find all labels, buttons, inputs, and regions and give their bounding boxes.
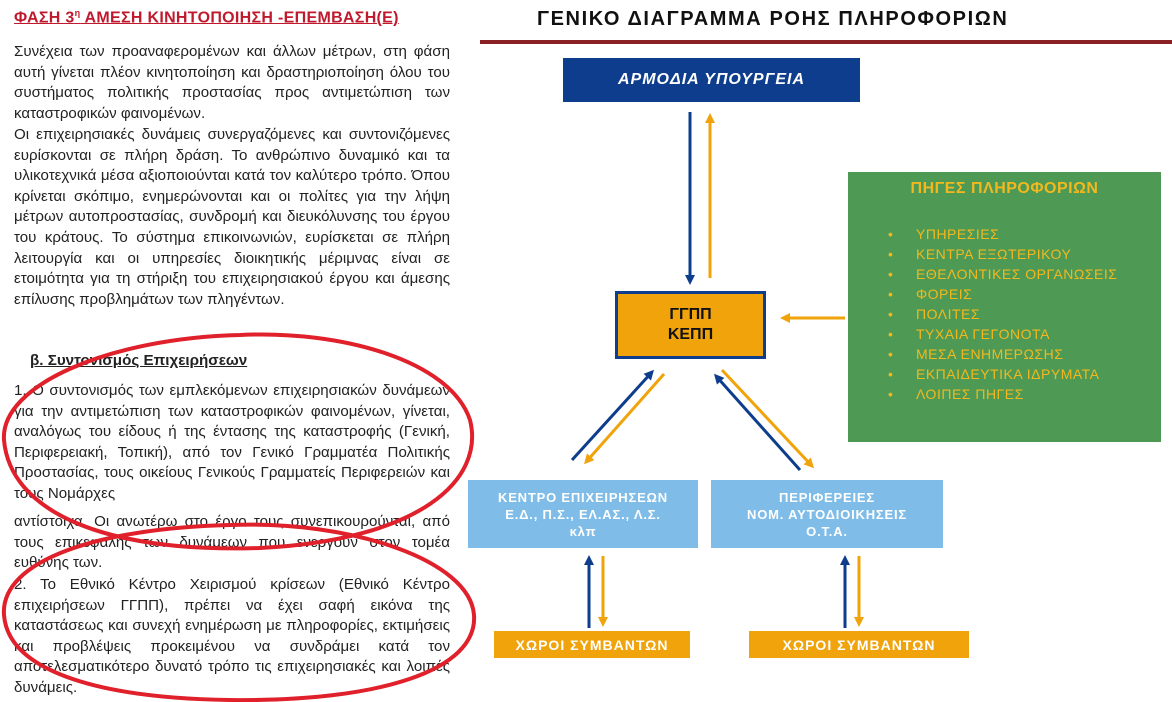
sources-list-item [888,364,1117,384]
node-site1-label: ΧΩΡΟΙ ΣΥΜΒΑΝΤΩΝ [515,636,669,653]
node-ops-line2: Ε.Δ., Π.Σ., ΕΛ.ΑΣ., Λ.Σ. [505,506,661,522]
sources-list-item [888,224,1117,244]
paragraph-intro: Συνέχεια των προαναφερομένων και άλλων μέτρων, στη φάση αυτή γίνεται πλέον κινητοποίηση και δραστηριοποίηση όλου του συστήματος πολιτικής προστασίας προς αντιμετώπιση των καταστροφικών φαινομένων. [14,43,450,122]
sources-list-item [888,344,1117,364]
node-ops-line3: κλπ [569,523,597,539]
sources-list-item [888,304,1117,324]
sources-list-item [888,284,1117,304]
node-incident-sites-1 [494,631,690,658]
sources-title: ΠΗΓΕΣ ΠΛΗΡΟΦΟΡΙΩΝ [910,180,1099,197]
node-ops-line1: ΚΕΝΤΡΟ ΕΠΙΧΕΙΡΗΣΕΩΝ [498,489,668,505]
node-ministries [563,58,860,102]
sources-list [888,224,1117,404]
bullet-icon: • [888,366,894,382]
node-regions [711,480,943,548]
sources-list-item-label: ΛΟΙΠΕΣ ΠΗΓΕΣ [916,386,1024,402]
sources-list-item-label: ΤΥΧΑΙΑ ΓΕΓΟΝΟΤΑ [916,326,1050,342]
node-ministries-label: ΑΡΜΟΔΙΑ ΥΠΟΥΡΓΕΙΑ [617,71,806,88]
sources-list-item-label: ΕΚΠΑΙΔΕΥΤΙΚΑ ΙΔΡΥΜΑΤΑ [916,366,1100,382]
node-regions-line2: ΝΟΜ. ΑΥΤΟΔΙΟΙΚΗΣΕΙΣ [747,506,907,522]
paragraph-coordination-2: 2. Το Εθνικό Κέντρο Χειρισμού κρίσεων (Εθνικό Κέντρο επιχειρήσεων ΓΓΠΠ), πρέπει να έχει σαφή εικόνα της καταστάσεως και συνεχή ενημέρωση με πληροφορίες, εκτιμήσεις και προβλέψεις προκειμένου να συνδράμει κατά τον αποτελεσματικότερο δυνατό τρόπο τις επιχειρησιακές και λοιπές δυνάμεις. [14,576,450,696]
node-ggpp-kepp [615,291,766,359]
sources-list-item-label: ΠΟΛΙΤΕΣ [916,306,981,322]
subheading-coordination: β. Συντονισμός Επιχειρήσεων [30,352,248,369]
sources-list-item [888,264,1117,284]
node-incident-sites-2 [749,631,969,658]
sources-list-item-label: ΚΕΝΤΡΑ ΕΞΩΤΕΡΙΚΟΥ [916,246,1072,262]
arrow-regions-to-center [716,376,800,470]
arrow-center-to-regions [722,370,812,466]
node-center-line1: ΓΓΠΠ [669,306,712,323]
bullet-icon: • [888,386,894,402]
phase-heading-superscript: η [74,8,81,18]
sources-list-item-label: ΜΕΣΑ ΕΝΗΜΕΡΩΣΗΣ [916,346,1064,362]
bullet-icon: • [888,306,894,322]
node-operations-center [468,480,698,548]
phase-heading-text: ΑΜΕΣΗ ΚΙΝΗΤΟΠΟΙΗΣΗ -ΕΠΕΜΒΑΣΗ(Ε) [80,9,399,27]
node-regions-line1: ΠΕΡΙΦΕΡΕΙΕΣ [779,489,875,505]
bullet-icon: • [888,286,894,302]
sources-list-item-label: ΥΠΗΡΕΣΙΕΣ [916,226,1000,242]
node-center-line2: ΚΕΠΠ [667,326,714,343]
phase-heading-number: ΦΑΣΗ 3 [14,9,75,27]
paragraph-coordination-1-cont: αντίστοιχα. Οι ανωτέρω στο έργο τους συνεπικουρούνται, από τους επικεφαλής των δυνάμεων που ενεργούν στον τομέα ευθύνης των. [14,513,450,572]
bullet-icon: • [888,246,894,262]
bullet-icon: • [888,266,894,282]
sources-list-item [888,244,1117,264]
sources-list-item [888,384,1117,404]
sources-list-item-label: ΕΘΕΛΟΝΤΙΚΕΣ ΟΡΓΑΝΩΣΕΙΣ [916,266,1118,282]
node-information-sources [848,172,1161,442]
diagram-title: ΓΕΝΙΚΟ ΔΙΑΓΡΑΜΜΑ ΡΟΗΣ ΠΛΗΡΟΦΟΡΙΩΝ [537,8,1009,30]
bullet-icon: • [888,326,894,342]
sources-list-item-label: ΦΟΡΕΙΣ [916,286,973,302]
paragraph-forces: Οι επιχειρησιακές δυνάμεις συνεργαζόμενες και συντονιζόμενες ευρίσκονται σε πλήρη δράση. Το ανθρώπινο δυναμικό και τα υλικοτεχνικά μέσα αξιοποιούνται κατά τον καλύτερο τρόπο. Όπου κρίνεται σκόπιμο, ενημερώνονται και οι πολίτες για την λήψη μέτρων αυτοπροστασίας, συνδρομή και διευκόλυνσης του έργου του κράτους. Το σύστημα επικοινωνιών, ευρίσκεται σε πλήρη λειτουργία και οι υπηρεσίες διοικητικής μέριμνας είναι σε ετοιμότητα για τη στήριξη του επιχειρησιακού έργου και άμεσης επίλυσης προβλημάτων των πληγέντων. [14,126,450,308]
arrow-ops-to-center [572,372,652,460]
bullet-icon: • [888,226,894,242]
node-site2-label: ΧΩΡΟΙ ΣΥΜΒΑΝΤΩΝ [782,636,936,653]
arrow-center-to-ops [586,374,664,462]
paragraph-coordination-1: 1. Ο συντονισμός των εμπλεκόμενων επιχειρησιακών δυνάμεων για την αντιμετώπιση των καταστροφικών φαινομένων, γίνεται, αναλόγως του είδους ή της έντασης της καταστροφής (Γενική, Περιφερειακή, Τοπική), από τον Γενικό Γραμματέα Πολιτικής Προστασίας, τους οικείους Γενικούς Γραμματείς Περιφερειών και τους Νομάρχες [14,382,450,502]
bullet-icon: • [888,346,894,362]
node-regions-line3: Ο.Τ.Α. [806,523,848,539]
sources-list-item [888,324,1117,344]
